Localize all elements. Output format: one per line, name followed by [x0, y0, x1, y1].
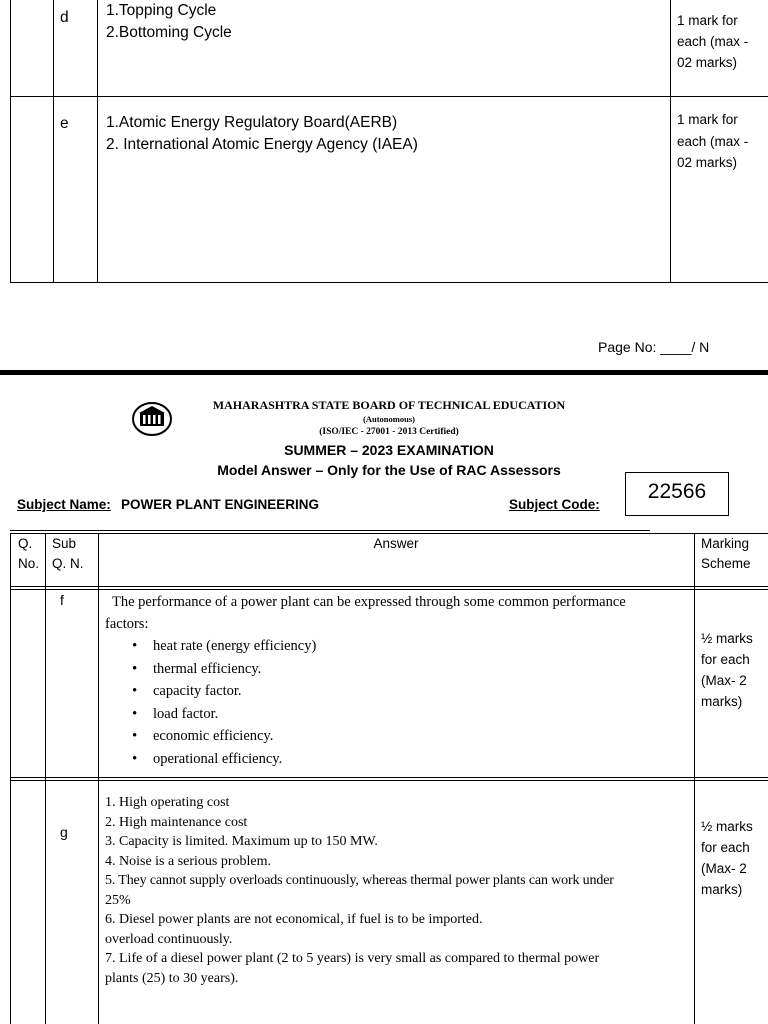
header-divider [10, 586, 768, 587]
autonomous-label: (Autonomous) [363, 414, 415, 424]
iso-label: (ISO/IEC - 27001 - 2013 Certified) [319, 427, 459, 437]
table-divider [53, 0, 54, 283]
answer-line: 5. They cannot supply overloads continuously, whereas thermal power plants can work under [105, 873, 614, 888]
sub-question-e: e [60, 115, 69, 132]
page-number-label: Page No: ____/ N [598, 339, 710, 355]
marking-line: 02 marks) [677, 55, 738, 70]
table-border-left [10, 533, 11, 1024]
performance-factors-list [129, 635, 316, 770]
row-divider [10, 780, 768, 781]
table-divider [45, 533, 46, 1024]
header-answer: Answer [373, 536, 419, 551]
sub-question-f: f [60, 592, 64, 608]
answer-line: 6. Diesel power plants are not economical, if fuel is to be imported. [105, 912, 483, 927]
answer-intro: factors: [105, 616, 149, 632]
header-marking: Marking [701, 536, 750, 551]
header-sub-q: Q. N. [52, 556, 84, 571]
marking-line: 1 mark for [677, 13, 738, 28]
answer-line: 4. Noise is a serious problem. [105, 853, 272, 869]
subject-underline [10, 530, 650, 531]
header-q-no: No. [18, 556, 40, 571]
exam-title: SUMMER – 2023 EXAMINATION [284, 442, 494, 458]
answer-line: 2.Bottoming Cycle [106, 24, 232, 41]
list-item: • heat rate (energy efficiency) [129, 635, 316, 658]
list-item: • operational efficiency. [129, 748, 316, 771]
subject-code-value: 22566 [647, 480, 707, 503]
marking-line: marks) [701, 882, 743, 897]
row-divider [10, 282, 768, 283]
header-q-no: Q. [18, 536, 33, 551]
answer-line: plants (25) to 30 years). [105, 970, 239, 986]
table-divider [694, 533, 695, 1024]
list-item: • thermal efficiency. [129, 658, 316, 681]
table-divider [98, 533, 99, 1024]
answer-line: 1. High operating cost [105, 795, 230, 810]
marking-line: for each [701, 652, 750, 667]
marking-line: ½ marks [701, 819, 753, 834]
header-divider [10, 589, 768, 590]
list-item: • load factor. [129, 703, 316, 726]
answer-line: 2. High maintenance cost [105, 814, 248, 830]
table-top-border [10, 533, 768, 534]
subject-name-label: Subject Name: [17, 497, 111, 512]
answer-line: 1.Atomic Energy Regulatory Board(AERB) [106, 114, 398, 131]
answer-intro: The performance of a power plant can be expressed through some common performance [112, 594, 626, 610]
model-answer-title: Model Answer – Only for the Use of RAC Assessors [217, 462, 561, 478]
marking-line: (Max- 2 [701, 861, 747, 876]
marking-line: (Max- 2 [701, 673, 747, 688]
table-divider [670, 0, 671, 283]
answer-line: 3. Capacity is limited. Maximum up to 150 MW. [105, 834, 378, 849]
answer-line: 7. Life of a diesel power plant (2 to 5 years) is very small as compared to thermal power [105, 951, 600, 966]
table-border-left [10, 0, 11, 283]
sub-question-g: g [60, 824, 68, 840]
marking-line: for each [701, 840, 750, 855]
diesel-disadvantages-list [105, 793, 690, 988]
row-divider [10, 96, 768, 97]
header-sub-q: Sub [52, 536, 77, 551]
marking-line: each (max - [677, 134, 749, 149]
answer-line: 25% [105, 892, 131, 908]
marking-line: marks) [701, 694, 743, 709]
header-marking: Scheme [701, 556, 751, 571]
answer-line: overload continuously. [105, 931, 233, 947]
row-divider [10, 777, 768, 778]
marking-line: ½ marks [701, 631, 753, 646]
subject-code-label: Subject Code: [509, 497, 600, 512]
marking-line: 02 marks) [677, 155, 738, 170]
answer-line: 1.Topping Cycle [106, 2, 217, 19]
sub-question-d: d [60, 9, 69, 26]
board-name: MAHARASHTRA STATE BOARD OF TECHNICAL EDUCATION [212, 398, 566, 412]
marking-line: 1 mark for [677, 112, 738, 127]
subject-name-value: POWER PLANT ENGINEERING [121, 497, 320, 512]
page-separator [0, 370, 768, 375]
list-item: • capacity factor. [129, 680, 316, 703]
marking-line: each (max - [677, 34, 749, 49]
table-divider [97, 0, 98, 283]
answer-line: 2. International Atomic Energy Agency (IAEA) [106, 136, 418, 153]
list-item: • economic efficiency. [129, 725, 316, 748]
